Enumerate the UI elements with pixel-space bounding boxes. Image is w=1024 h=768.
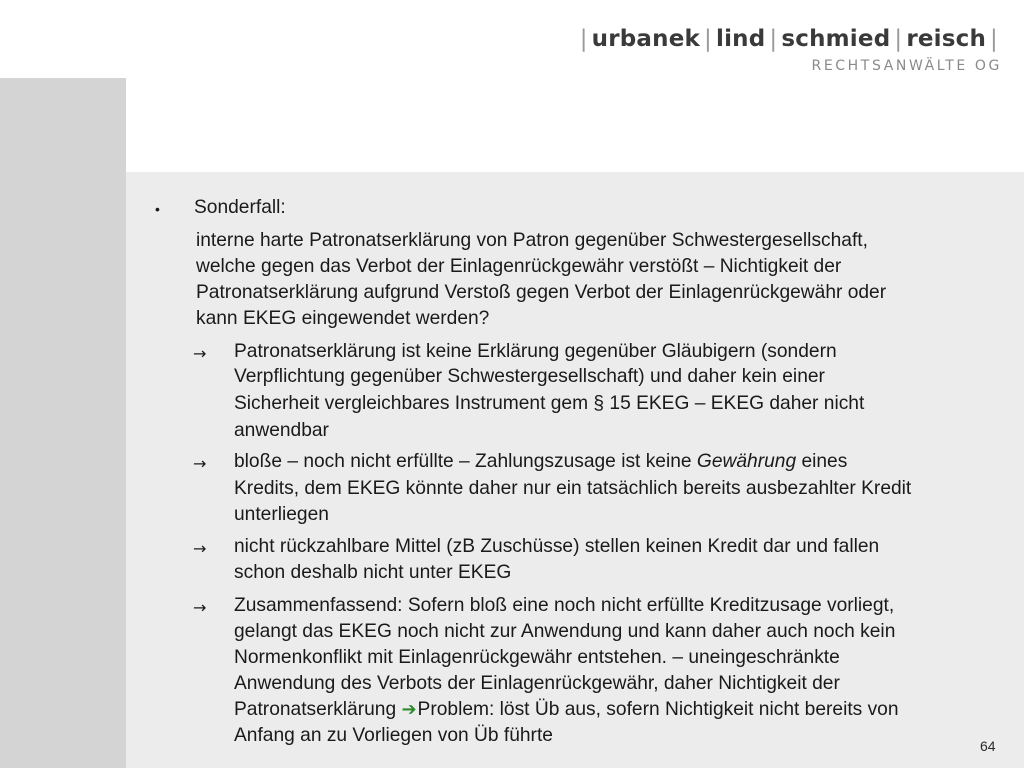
point-4-text-end: Problem: löst Üb aus, sofern Nichtigkeit nicht bereits von — [417, 699, 899, 720]
firm-logo-subtitle: RECHTSANWÄLTE OG — [811, 58, 1002, 74]
point-4-line — [234, 698, 899, 723]
point-4-line: gelangt das EKEG noch nicht zur Anwendung und kann daher auch noch kein — [234, 621, 896, 642]
logo-name-lind: lind — [715, 26, 766, 52]
logo-name-schmied: schmied — [781, 26, 891, 52]
bullet-dot-icon: • — [155, 201, 160, 217]
question-line: welche gegen das Verbot der Einlagenrückgewähr verstößt – Nichtigkeit der — [196, 256, 842, 277]
page-number: 64 — [980, 738, 996, 754]
point-2-text-start: bloße – noch nicht erfüllte – Zahlungszusage ist keine — [234, 451, 697, 472]
point-4-line: Anfang an zu Vorliegen von Üb führte — [234, 725, 553, 746]
question-line: interne harte Patronatserklärung von Patron gegenüber Schwestergesellschaft, — [196, 230, 868, 251]
bullet-title: Sonderfall: — [194, 197, 286, 218]
logo-name-urbanek: urbanek — [591, 26, 701, 52]
question-line: Patronatserklärung aufgrund Verstoß gegen Verbot der Einlagenrückgewähr oder — [196, 282, 887, 303]
point-3-line: nicht rückzahlbare Mittel (zB Zuschüsse) stellen keinen Kredit dar und fallen — [234, 536, 880, 557]
point-1-line: Patronatserklärung ist keine Erklärung gegenüber Gläubigern (sondern — [234, 341, 837, 362]
point-4-text-start: Patronatserklärung — [234, 699, 402, 720]
point-1-line: Verpflichtung gegenüber Schwestergesellschaft) und daher kein einer — [234, 366, 825, 387]
point-2-text-end: eines — [796, 451, 848, 472]
point-2-line: Kredits, dem EKEG könnte daher nur ein tatsächlich bereits ausbezahlter Kredit — [234, 478, 912, 499]
point-2-italic-term: Gewährung — [696, 451, 797, 472]
point-3-line: schon deshalb nicht unter EKEG — [234, 562, 512, 583]
firm-logo — [576, 24, 1002, 74]
question-line: kann EKEG eingewendet werden? — [196, 308, 490, 329]
point-4-line: Zusammenfassend: Sofern bloß eine noch nicht erfüllte Kreditzusage vorliegt, — [234, 595, 895, 616]
firm-logo-names: | urbanek | lind | schmied | reisch | — [579, 26, 998, 52]
arrow-right-icon: → — [193, 344, 207, 363]
point-1-line: Sicherheit vergleichbares Instrument gem § 15 EKEG – EKEG daher nicht — [234, 393, 865, 414]
bold-arrow-icon: ➔ — [401, 699, 417, 720]
point-4-line: Normenkonflikt mit Einlagenrückgewähr entstehen. – uneingeschränkte — [234, 647, 840, 668]
arrow-right-icon: → — [193, 539, 207, 558]
logo-name-reisch: reisch — [906, 26, 987, 52]
point-2-line: unterliegen — [234, 504, 329, 525]
left-sidebar-band — [0, 78, 126, 768]
point-1-line: anwendbar — [234, 420, 329, 441]
arrow-right-icon: → — [193, 454, 207, 473]
point-2-line — [234, 450, 847, 475]
point-4-line: Anwendung des Verbots der Einlagenrückgewähr, daher Nichtigkeit der — [234, 673, 840, 694]
arrow-right-icon: → — [193, 598, 207, 617]
